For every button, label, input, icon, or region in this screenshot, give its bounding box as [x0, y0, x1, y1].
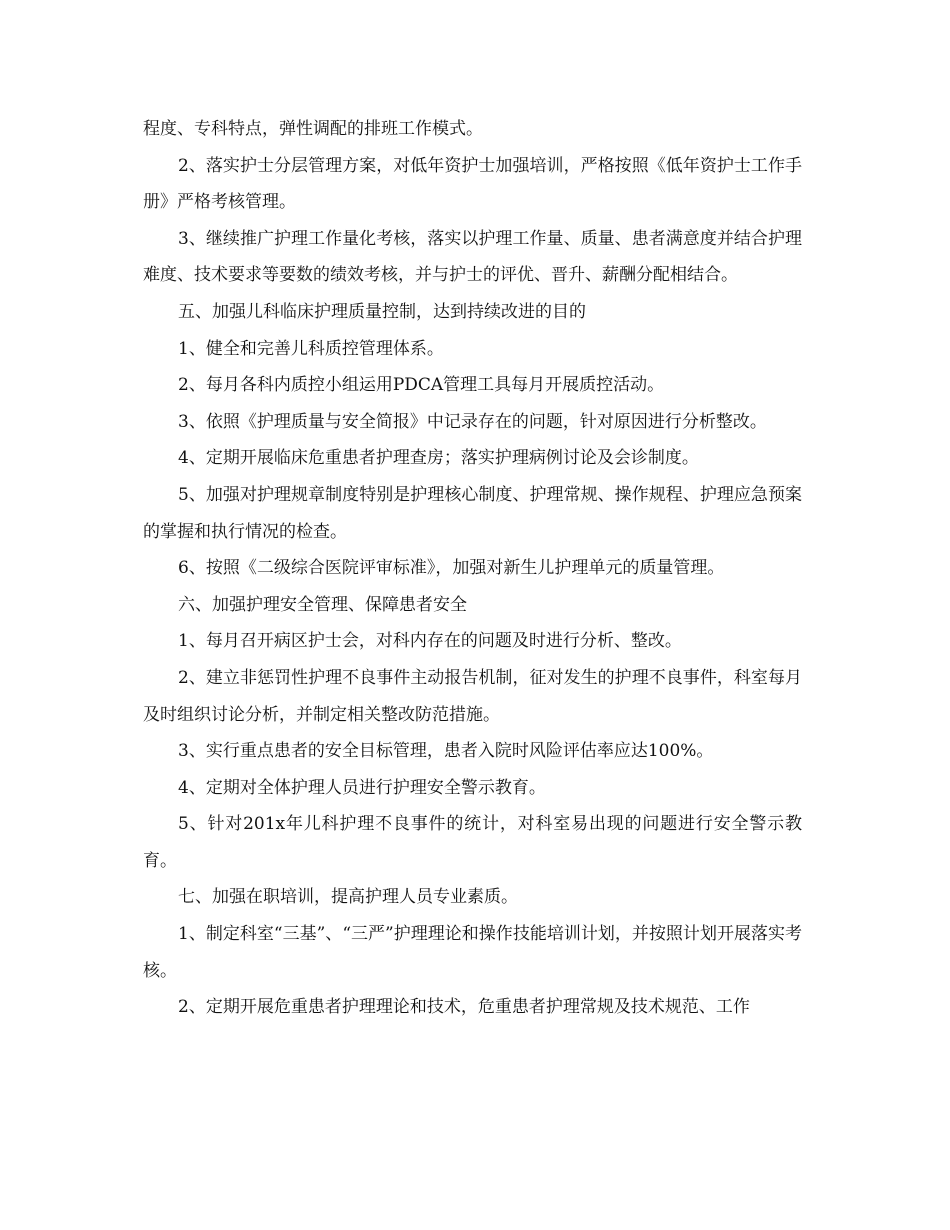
paragraph-2: 2、落实护士分层管理方案，对低年资护士加强培训，严格按照《低年资护士工作手册》严格考核管理。	[143, 155, 802, 213]
paragraph-6: 2、每月各科内质控小组运用PDCA管理工具每月开展质控活动。	[178, 375, 665, 396]
paragraph-19: 2、定期开展危重患者护理理论和技术，危重患者护理常规及技术规范、工作	[178, 997, 750, 1018]
section-heading-7: 七、加强在职培训，提高护理人员专业素质。	[178, 887, 518, 908]
paragraph-7: 3、依照《护理质量与安全简报》中记录存在的问题，针对原因进行分析整改。	[178, 411, 767, 432]
section-heading-5: 五、加强儿科临床护理质量控制，达到持续改进的目的	[178, 301, 586, 322]
paragraph-16: 5、针对201x年儿科护理不良事件的统计，对科室易出现的问题进行安全警示教育。	[143, 814, 802, 871]
paragraph-3: 3、继续推广护理工作量化考核，落实以护理工作量、质量、患者满意度并结合护理难度、技术要求等要数的绩效考核，并与护士的评优、晋升、薪酬分配相结合。	[143, 228, 802, 286]
paragraph-1: 程度、专科特点，弹性调配的排班工作模式。	[143, 119, 483, 139]
paragraph-13: 2、建立非惩罚性护理不良事件主动报告机制，征对发生的护理不良事件，科室每月及时组织讨论分析，并制定相关整改防范措施。	[143, 667, 802, 725]
document-body	[143, 111, 802, 1026]
paragraph-5: 1、健全和完善儿科质控管理体系。	[178, 338, 444, 359]
paragraph-18: 1、制定科室“三基”、“三严”护理理论和操作技能培训计划，并按照计划开展落实考核。	[143, 924, 802, 981]
paragraph-12: 1、每月召开病区护士会，对科内存在的问题及时进行分析、整改。	[178, 631, 682, 652]
paragraph-9: 5、加强对护理规章制度特别是护理核心制度、护理常规、操作规程、护理应急预案的掌握和执行情况的检查。	[143, 484, 802, 542]
section-heading-6: 六、加强护理安全管理、保障患者安全	[178, 594, 467, 615]
paragraph-14: 3、实行重点患者的安全目标管理，患者入院时风险评估率应达100%。	[178, 741, 714, 762]
paragraph-10: 6、按照《二级综合医院评审标准》，加强对新生儿护理单元的质量管理。	[178, 558, 725, 579]
paragraph-15: 4、定期对全体护理人员进行护理安全警示教育。	[178, 777, 546, 798]
paragraph-8: 4、定期开展临床危重患者护理查房；落实护理病例讨论及会诊制度。	[178, 448, 699, 469]
